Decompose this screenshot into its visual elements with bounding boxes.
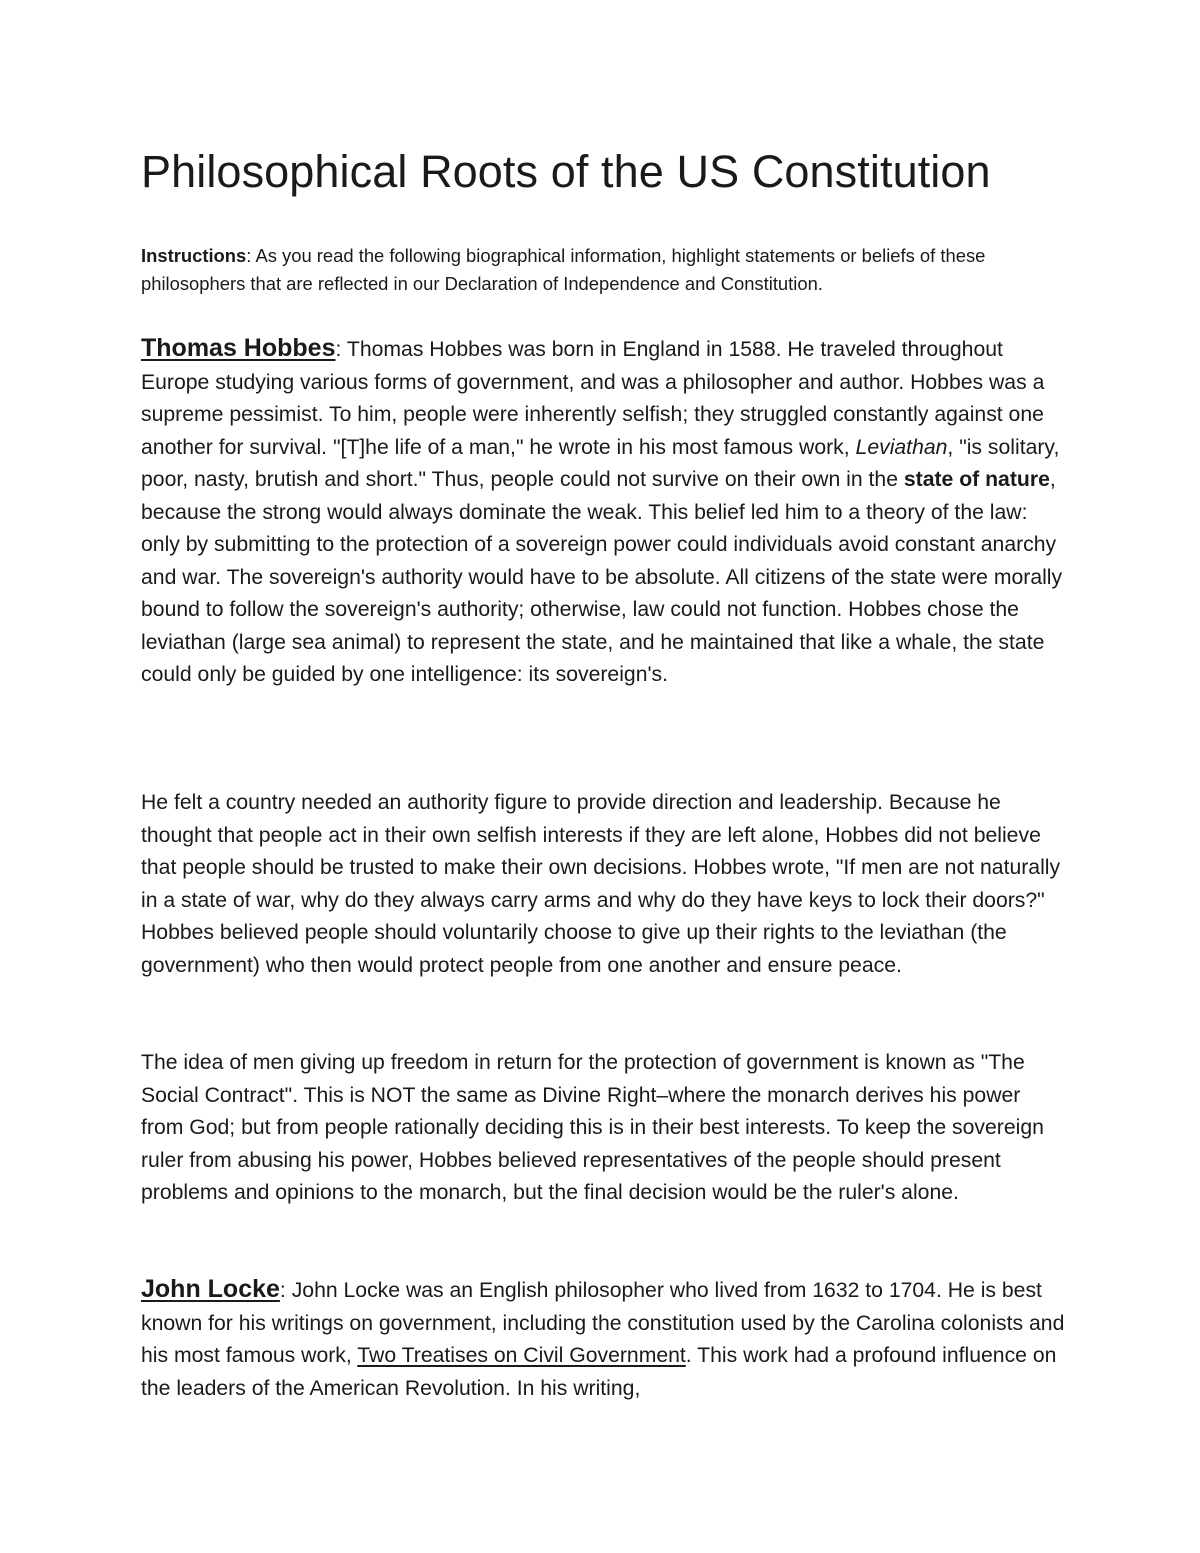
hobbes-p1-text-b: , "is solitary, poor, nasty, brutish and short." Thus, people could not survive on their own in the: [141, 435, 1060, 491]
locke-heading: John Locke: [141, 1275, 280, 1303]
locke-paragraph-1: [141, 1273, 1066, 1405]
locke-work-title: Two Treatises on Civil Government: [357, 1344, 686, 1367]
hobbes-paragraph-2: He felt a country needed an authority figure to provide direction and leadership. Because he thought that people act in their own selfish interests if they are left alone, Hobbes did not believe that people should be trusted to make their own decisions. Hobbes wrote, "If men are not naturally in a state of war, why do they always carry arms and why do they have keys to lock their doors?" Hobbes believed people should voluntarily choose to give up their rights to the leviathan (the government) who then would protect people from one another and ensure peace.: [141, 791, 1061, 977]
hobbes-work-title: Leviathan: [855, 435, 948, 459]
instructions-paragraph: [141, 242, 1066, 298]
hobbes-paragraph-3: The idea of men giving up freedom in return for the protection of government is known as "The Social Contract". This is NOT the same as Divine Right–where the monarch derives his power from God; but from people rationally deciding this is in their best interests. To keep the sovereign ruler from abusing his power, Hobbes believed representatives of the people should present problems and opinions to the monarch, but the final decision would be the ruler's alone.: [141, 1051, 1044, 1204]
locke-p1-text-b: . This work had a profound influence on the leaders of the American Revolution. In his writing,: [141, 1344, 1057, 1400]
document-title: Philosophical Roots of the US Constitution: [141, 146, 991, 197]
hobbes-p1-text-a: : Thomas Hobbes was born in England in 1588. He traveled throughout Europe studying various forms of government, and was a philosopher and author. Hobbes was a supreme pessimist. To him, people were inherently selfish; they struggled constantly against one another for survival. "[T]he life of a man," he wrote in his most famous work,: [141, 338, 1045, 459]
locke-p1-text-a: : John Locke was an English philosopher who lived from 1632 to 1704. He is best known for his writings on government, including the constitution used by the Carolina colonists and his most famous work,: [141, 1279, 1065, 1367]
hobbes-p1-text-c: , because the strong would always dominate the weak. This belief led him to a theory of the law: only by submitting to the protection of a sovereign power could individuals avoid constant anarchy and war. The sovereign's authority would have to be absolute. All citizens of the state were morally bound to follow the sovereign's authority; otherwise, law could not function. Hobbes chose the leviathan (large sea animal) to represent the state, and he maintained that like a whale, the state could only be guided by one intelligence: its sovereign's.: [141, 468, 1063, 686]
instructions-label: Instructions: [141, 245, 247, 266]
state-of-nature-term: state of nature: [903, 468, 1050, 491]
instructions-text: : As you read the following biographical information, highlight statements or beliefs of these philosophers that are reflected in our Declaration of Independence and Constitution.: [141, 245, 986, 294]
hobbes-paragraph-1: [141, 332, 1066, 692]
hobbes-heading: Thomas Hobbes: [141, 334, 336, 362]
